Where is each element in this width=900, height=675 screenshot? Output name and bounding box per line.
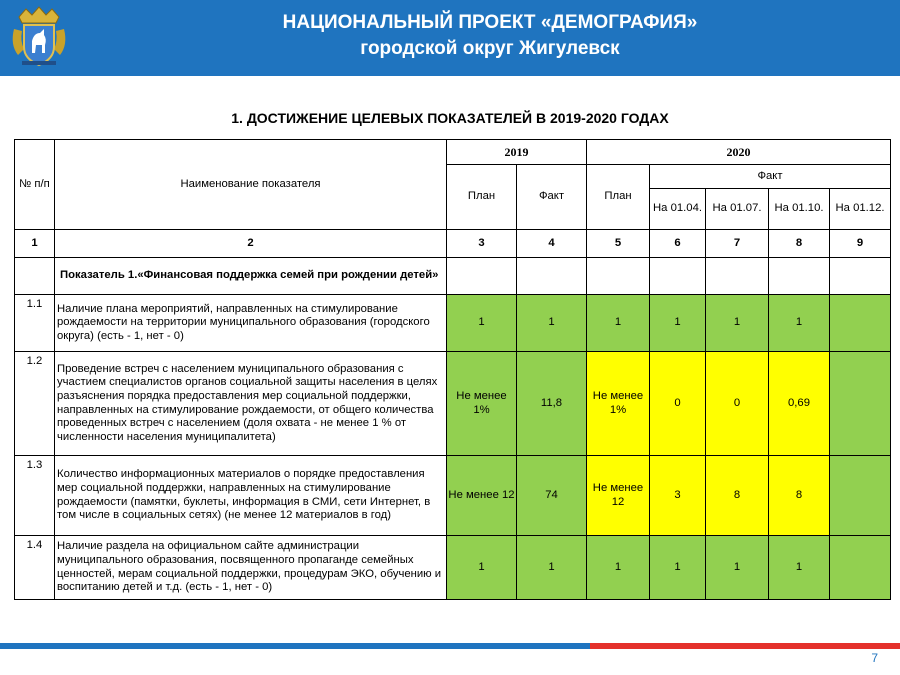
footer-stripe-blue — [0, 643, 590, 649]
plan-2019-cell: 1 — [447, 536, 517, 600]
plan-2019-cell: 1 — [447, 295, 517, 352]
fact-0107-cell: 1 — [706, 295, 769, 352]
plan-2020-cell: Не менее 1% — [587, 352, 650, 456]
header-plan-2020: План — [587, 165, 650, 230]
fact-0112-cell — [830, 352, 891, 456]
fact-0104-cell: 1 — [650, 536, 706, 600]
coat-of-arms-icon — [10, 5, 68, 69]
header-year-2019: 2019 — [447, 140, 587, 165]
fact-0110-cell: 0,69 — [769, 352, 830, 456]
row-num: 1.1 — [15, 295, 55, 352]
row-num: 1.4 — [15, 536, 55, 600]
column-number: 1 — [15, 230, 55, 258]
row-name: Наличие раздела на официальном сайте администрации муниципального образования, посвященного пропаганде семейных ценностей, мерам социальной поддержки, процедурам ЭКО, обучению и воспитанию детей и т.д. (есть - 1, нет - 0) — [55, 536, 447, 600]
plan-2020-cell: Не менее 12 — [587, 456, 650, 536]
column-number: 5 — [587, 230, 650, 258]
row-name: Наличие плана мероприятий, направленных на стимулирование рождаемости на территории муниципального образования (городского округа) (есть - 1, нет - 0) — [55, 295, 447, 352]
page-title: НАЦИОНАЛЬНЫЙ ПРОЕКТ «ДЕМОГРАФИЯ» — [282, 12, 698, 33]
column-number: 3 — [447, 230, 517, 258]
section-title: 1. ДОСТИЖЕНИЕ ЦЕЛЕВЫХ ПОКАЗАТЕЛЕЙ В 2019-2020 ГОДАХ — [231, 110, 669, 126]
header-fact-2019: Факт — [517, 165, 587, 230]
row-name: Проведение встреч с населением муниципального образования с участием специалистов органов социальной защиты населения в целях разъяснения порядка предоставления мер социальной поддержки, направленных на стимулирование рождаемости, от общего количества проведенных встреч с населением (доля охвата - не менее 1 % от численности населения муниципалитета) — [55, 352, 447, 456]
header-banner — [0, 0, 900, 76]
column-number: 8 — [769, 230, 830, 258]
fact-0107-cell: 8 — [706, 456, 769, 536]
fact-2019-cell: 1 — [517, 295, 587, 352]
column-number: 2 — [55, 230, 447, 258]
header-fact-2020: Факт — [650, 165, 891, 189]
fact-2019-cell: 74 — [517, 456, 587, 536]
fact-0112-cell — [830, 456, 891, 536]
column-number: 4 — [517, 230, 587, 258]
fact-0112-cell — [830, 536, 891, 600]
fact-0107-cell: 0 — [706, 352, 769, 456]
table-row — [15, 536, 891, 600]
header-year-2020: 2020 — [587, 140, 891, 165]
header-num: № п/п — [15, 140, 55, 230]
header-date-0107: На 01.07. — [706, 189, 769, 230]
plan-2019-cell: Не менее 12 — [447, 456, 517, 536]
fact-0110-cell: 1 — [769, 295, 830, 352]
column-number: 9 — [830, 230, 891, 258]
fact-0110-cell: 1 — [769, 536, 830, 600]
fact-0110-cell: 8 — [769, 456, 830, 536]
fact-0104-cell: 3 — [650, 456, 706, 536]
table-row — [15, 456, 891, 536]
plan-2020-cell: 1 — [587, 536, 650, 600]
fact-2019-cell: 11,8 — [517, 352, 587, 456]
fact-2019-cell: 1 — [517, 536, 587, 600]
row-name: Количество информационных материалов о порядке предоставления мер социальной поддержки, направленных на стимулирование рождаемости (памятки, буклеты, информация в СМИ, сети Интернет, в том числе в социальных сетях) (не менее 12 материалов в год) — [55, 456, 447, 536]
table-row — [15, 295, 891, 352]
column-number: 7 — [706, 230, 769, 258]
plan-2019-cell: Не менее 1% — [447, 352, 517, 456]
fact-0104-cell: 1 — [650, 295, 706, 352]
header-date-0112: На 01.12. — [830, 189, 891, 230]
page-number: 7 — [871, 651, 878, 665]
fact-0112-cell — [830, 295, 891, 352]
header-date-0104: На 01.04. — [650, 189, 706, 230]
row-num: 1.2 — [15, 352, 55, 456]
plan-2020-cell: 1 — [587, 295, 650, 352]
header-name: Наименование показателя — [55, 140, 447, 230]
footer-stripe-red — [590, 643, 900, 649]
row-num: 1.3 — [15, 456, 55, 536]
fact-0104-cell: 0 — [650, 352, 706, 456]
header-date-0110: На 01.10. — [769, 189, 830, 230]
indicators-table — [14, 139, 891, 600]
header-plan-2019: План — [447, 165, 517, 230]
indicator-group-title: Показатель 1.«Финансовая поддержка семей при рождении детей» — [55, 258, 447, 295]
fact-0107-cell: 1 — [706, 536, 769, 600]
table-row — [15, 352, 891, 456]
page-subtitle: городской округ Жигулевск — [360, 38, 620, 59]
column-number: 6 — [650, 230, 706, 258]
